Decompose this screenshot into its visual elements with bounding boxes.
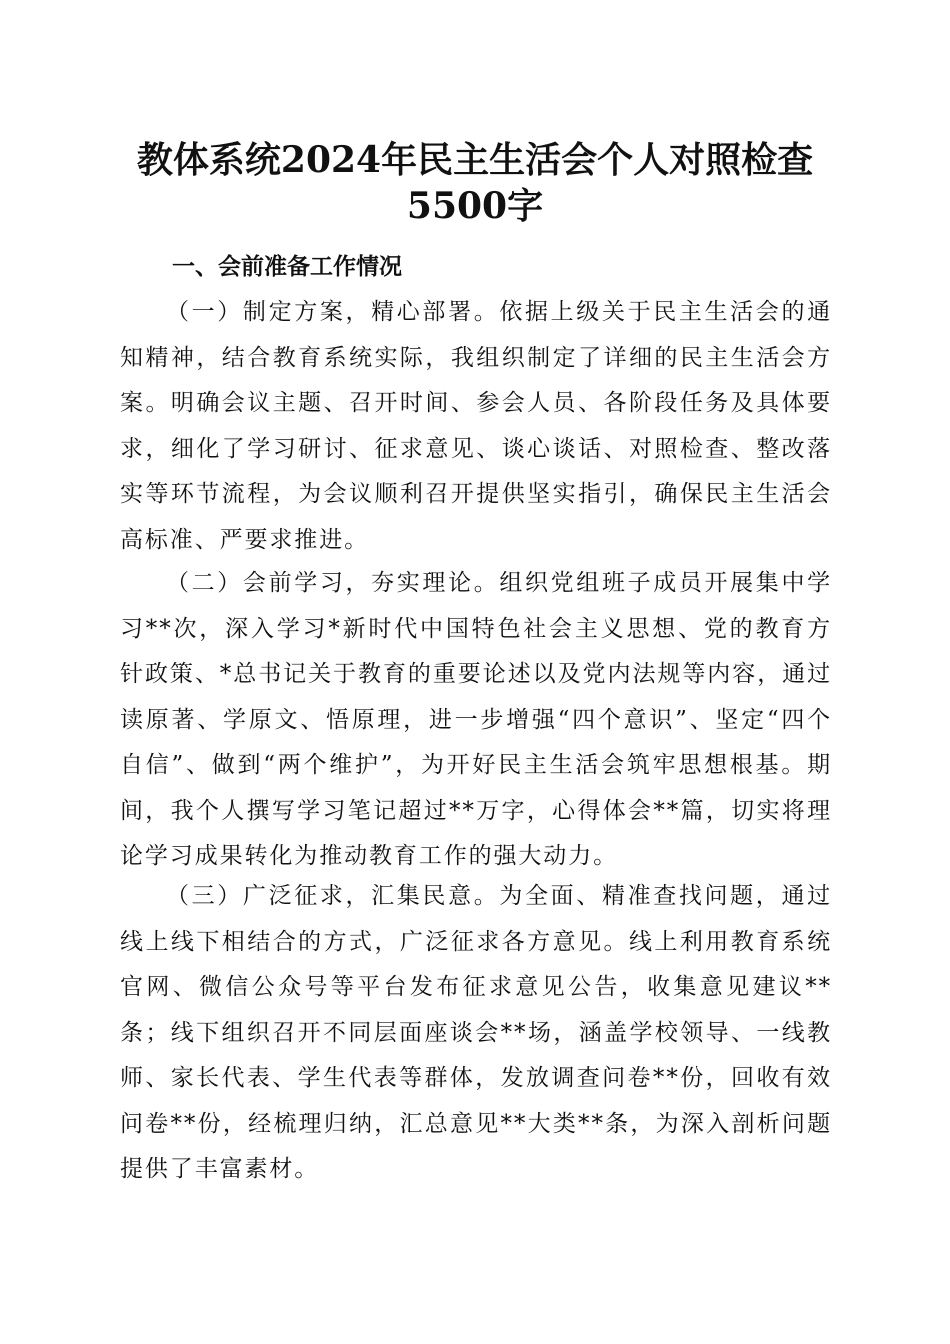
paragraph-3: （三）广泛征求，汇集民意。为全面、精准查找问题，通过线上线下相结合的方式，广泛征求各方意见。线上利用教育系统官网、微信公众号等平台发布征求意见公告，收集意见建议**条；线下组织召开不同层面座谈会**场，涵盖学校领导、一线教师、家长代表、学生代表等群体，发放调查问卷**份，回收有效问卷**份，经梳理归纳，汇总意见**大类**条，为深入剖析问题提供了丰富素材。 <box>120 883 832 1182</box>
paragraph-1: （一）制定方案，精心部署。依据上级关于民主生活会的通知精神，结合教育系统实际，我组织制定了详细的民主生活会方案。明确会议主题、召开时间、参会人员、各阶段任务及具体要求，细化了学习研讨、征求意见、谈心谈话、对照检查、整改落实等环节流程，为会议顺利召开提供坚实指引，确保民主生活会高标准、严要求推进。 <box>120 299 832 553</box>
document-title-line-2: 5500字 <box>406 185 544 227</box>
paragraph-2: （二）会前学习，夯实理论。组织党组班子成员开展集中学习**次，深入学习*新时代中国特色社会主义思想、党的教育方针政策、*总书记关于教育的重要论述以及党内法规等内容，通过读原著、学原文、悟原理，进一步增强“四个意识”、坚定“四个自信”、做到“两个维护”，为开好民主生活会筑牢思想根基。期间，我个人撰写学习笔记超过**万字，心得体会**篇，切实将理论学习成果转化为推动教育工作的强大动力。 <box>120 570 832 869</box>
document-title-line-1: 教体系统2024年民主生活会个人对照检查 <box>136 139 814 181</box>
section-heading: 一、会前准备工作情况 <box>172 254 402 280</box>
